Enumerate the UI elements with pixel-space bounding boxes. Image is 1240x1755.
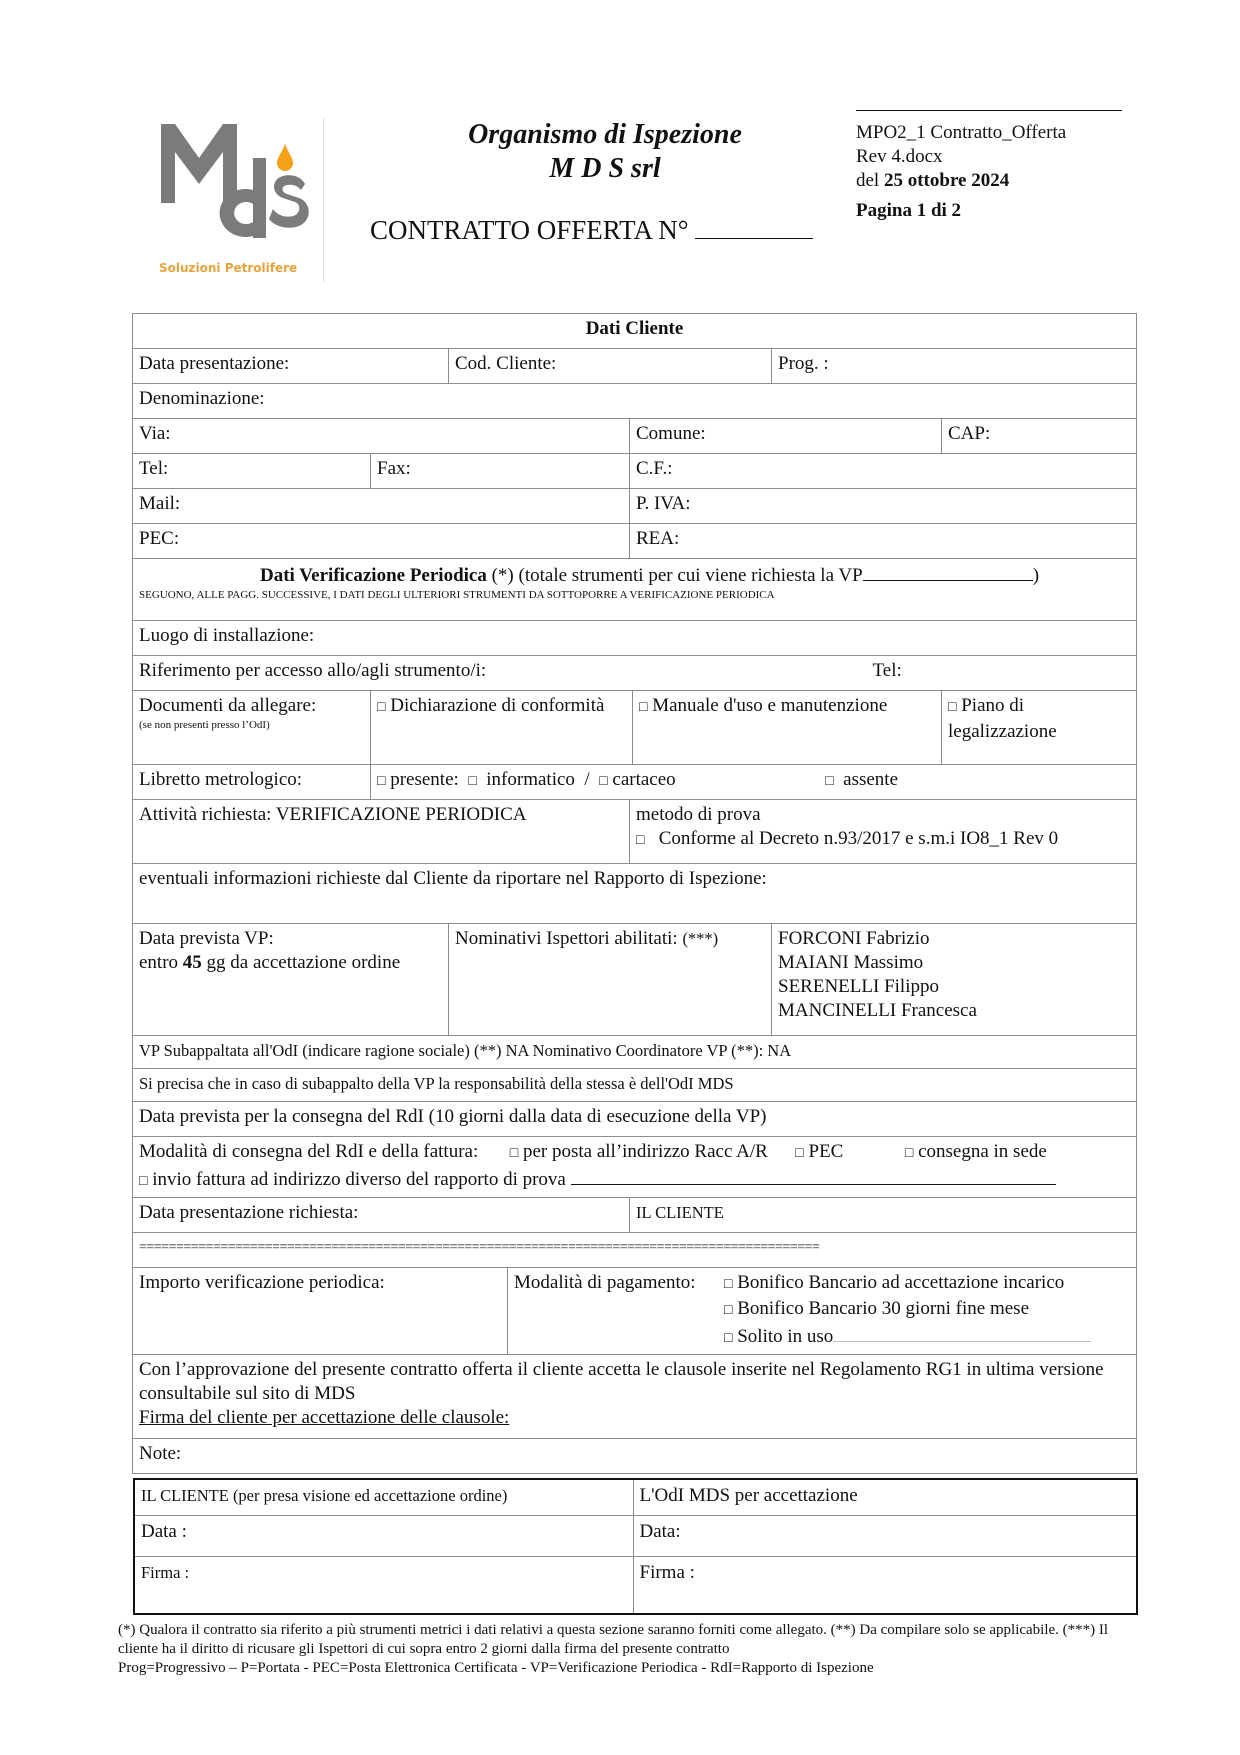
precisa-text: Si precisa che in caso di subappalto della VP la responsabilità della stessa è dell'OdI MDS <box>133 1069 1137 1102</box>
cliente-data-field[interactable]: Data : <box>134 1515 633 1556</box>
doc-date-line: del 25 ottobre 2024 <box>856 170 1010 191</box>
checkbox-icon[interactable]: □ <box>377 774 386 789</box>
ispettore-name: MANCINELLI Francesca <box>778 1000 977 1021</box>
piva-field[interactable]: P. IVA: <box>630 489 1137 524</box>
checkbox-icon[interactable]: □ <box>599 774 608 789</box>
doc-name: MPO2_1 Contratto_Offerta <box>856 122 1067 143</box>
checkbox-icon[interactable]: □ <box>795 1146 804 1161</box>
totale-strumenti-field[interactable] <box>863 562 1033 581</box>
libretto-label: Libretto metrologico: <box>133 765 371 800</box>
page-number: Pagina 1 di 2 <box>856 200 962 221</box>
row-denominazione <box>133 384 1137 419</box>
checkbox-icon[interactable]: □ <box>724 1277 733 1292</box>
cf-field[interactable]: C.F.: <box>630 454 1137 489</box>
approvazione-text: Con l’approvazione del presente contratto offerta il cliente accetta le clausole inserite nel Regolamento RG1 in ultima versione consultabile sul sito di MDS <box>139 1359 1104 1404</box>
contract-number-field[interactable] <box>695 216 813 239</box>
checkbox-icon[interactable]: □ <box>825 774 834 789</box>
note-field[interactable]: Note: <box>133 1439 1137 1474</box>
signature-box <box>133 1478 1138 1615</box>
row-luogo <box>133 621 1137 656</box>
data-richiesta-field[interactable]: Data presentazione richiesta: <box>133 1198 630 1233</box>
cod-cliente-field[interactable]: Cod. Cliente: <box>449 349 772 384</box>
data-prevista-cell: Data prevista VP: entro 45 gg da accettazione ordine <box>133 924 449 1036</box>
row-libretto <box>133 765 1137 800</box>
org-title-line1: Organismo di Ispezione <box>468 119 742 150</box>
rea-field[interactable]: REA: <box>630 524 1137 559</box>
cap-field[interactable]: CAP: <box>942 419 1137 454</box>
checkbox-icon[interactable]: □ <box>377 700 386 715</box>
odi-firma-field[interactable]: Firma : <box>633 1556 1137 1614</box>
giorni-value: 45 <box>182 952 202 973</box>
row-tel-fax-cf <box>133 454 1137 489</box>
contract-form <box>132 313 1137 1474</box>
row-data-ispettori <box>133 924 1137 1036</box>
cliente-firma-field[interactable]: Firma : <box>134 1556 633 1614</box>
row-note <box>133 1439 1137 1474</box>
footnote-abbreviations: Prog=Progressivo – P=Portata - PEC=Posta Elettronica Certificata - VP=Verificazione Periodica - RdI=Rapporto di Ispezione <box>118 1660 874 1676</box>
dati-verifica-title: Dati Verificazione Periodica <box>259 565 487 586</box>
consegna-rdi-field[interactable]: Data prevista per la consegna del RdI (10 giorni dalla data di esecuzione della VP) <box>133 1102 1137 1137</box>
pec-field[interactable]: PEC: <box>133 524 630 559</box>
checkbox-icon[interactable]: □ <box>724 1331 733 1346</box>
doc-revision: Rev 4.docx <box>856 146 943 167</box>
odi-signature-header: L'OdI MDS per accettazione <box>633 1479 1137 1515</box>
contract-title <box>370 215 813 246</box>
tel-field[interactable]: Tel: <box>133 454 371 489</box>
logo-tagline: Soluzioni Petrolifere <box>159 261 298 275</box>
row-approvazione <box>133 1355 1137 1439</box>
checkbox-icon[interactable]: □ <box>636 833 645 848</box>
row-data-codice-prog <box>133 349 1137 384</box>
dati-verifica-header: Dati Verificazione Periodica (*) (totale strumenti per cui viene richiesta la VP ) SEGUONO, ALLE PAGG. SUCCESSIVE, I DATI DEGLI ULTERIORI STRUMENTI DA SOTTOPORRE A VERIFICAZIONE PERIODICA <box>133 559 1137 621</box>
company-logo <box>155 118 324 282</box>
ispettore-name: SERENELLI Filippo <box>778 976 939 997</box>
mds-logo-graphic <box>155 118 315 282</box>
checkbox-icon[interactable]: □ <box>904 1146 914 1161</box>
row-pec-rea <box>133 524 1137 559</box>
subappalto-text: VP Subappaltata all'OdI (indicare ragione sociale) (**) NA Nominativo Coordinatore VP (**): NA <box>133 1036 1137 1069</box>
row-precisa <box>133 1069 1137 1102</box>
checkbox-icon[interactable]: □ <box>139 1174 148 1189</box>
doc-option-piano[interactable]: □ Piano di legalizzazione <box>942 691 1137 765</box>
pagamento-label: Modalità di pagamento: <box>514 1272 696 1293</box>
info-cliente-field[interactable]: eventuali informazioni richieste dal Cliente da riportare nel Rapporto di Ispezione: <box>133 864 1137 924</box>
row-subappalto <box>133 1036 1137 1069</box>
signature-date-row <box>134 1515 1137 1556</box>
signature-firma-row <box>134 1556 1137 1614</box>
ispettori-list <box>772 924 1137 1036</box>
prog-field[interactable]: Prog. : <box>772 349 1137 384</box>
indirizzo-fattura-field[interactable] <box>571 1166 1056 1185</box>
row-separator <box>133 1233 1137 1268</box>
row-documenti <box>133 691 1137 765</box>
checkbox-icon[interactable]: □ <box>948 700 957 715</box>
checkbox-icon[interactable]: □ <box>509 1146 519 1161</box>
pagamento-options: □ Bonifico Bancario ad accettazione incarico □ Bonifico Bancario 30 giorni fine mese □ Solito in uso <box>724 1271 1091 1351</box>
separator-line: ============================================================================================ <box>133 1233 1137 1268</box>
modalita-consegna-cell: Modalità di consegna del RdI e della fattura: □ per posta all’indirizzo Racc A/R □ PEC □ consegna in sede □ invio fattura ad indirizzo diverso del rapporto di prova <box>133 1137 1137 1198</box>
via-field[interactable]: Via: <box>133 419 630 454</box>
ispettore-name: MAIANI Massimo <box>778 952 924 973</box>
solito-in-uso-field[interactable] <box>833 1323 1091 1342</box>
metodo-prova-label: metodo di prova <box>636 804 761 825</box>
attivita-richiesta: Attività richiesta: VERIFICAZIONE PERIODICA <box>133 800 630 864</box>
row-importo-pagamento <box>133 1268 1137 1355</box>
checkbox-icon[interactable]: □ <box>639 700 648 715</box>
row-modalita-consegna <box>133 1137 1137 1198</box>
il-cliente-label: IL CLIENTE <box>630 1198 1137 1233</box>
org-title-line2: M D S srl <box>549 153 661 184</box>
verifica-header-row <box>133 559 1137 621</box>
metodo-prova-cell: metodo di prova □ Conforme al Decreto n.93/2017 e s.m.i IO8_1 Rev 0 <box>630 800 1137 864</box>
checkbox-icon[interactable]: □ <box>724 1303 733 1318</box>
ispettore-name: FORCONI Fabrizio <box>778 928 930 949</box>
documenti-label-cell: Documenti da allegare: (se non presenti presso l’OdI) <box>133 691 371 765</box>
cliente-signature-header: IL CLIENTE (per presa visione ed accettazione ordine) <box>134 1479 633 1515</box>
doc-option-dichiarazione[interactable]: □ Dichiarazione di conformità <box>371 691 633 765</box>
footnote-main: (*) Qualora il contratto sia riferito a più strumenti metrici i dati relativi a questa sezione saranno forniti come allegato. (**) Da compilare solo se applicabile. (***) Il cliente ha il diritto di ricusare gli Ispettori di cui sopra entro 2 giorni dalla firma del presente contratto <box>118 1622 1109 1657</box>
doc-date: 25 ottobre 2024 <box>883 170 1010 191</box>
checkbox-icon[interactable]: □ <box>468 774 477 789</box>
row-riferimento <box>133 656 1137 691</box>
luogo-installazione-field[interactable]: Luogo di installazione: <box>133 621 1137 656</box>
data-presentazione-field[interactable]: Data presentazione: <box>133 349 449 384</box>
row-data-richiesta <box>133 1198 1137 1233</box>
approvazione-cell <box>133 1355 1137 1439</box>
row-info-cliente <box>133 864 1137 924</box>
libretto-options: □ presente: □ informatico / □ cartaceo □ assente <box>371 765 1137 800</box>
riferimento-accesso-field[interactable]: Riferimento per accesso allo/agli strumento/i: Tel: <box>133 656 1137 691</box>
dati-verifica-note: (*) (totale strumenti per cui viene richiesta la VP <box>491 565 863 586</box>
comune-field[interactable]: Comune: <box>630 419 942 454</box>
row-consegna-rdi <box>133 1102 1137 1137</box>
denominazione-field[interactable]: Denominazione: <box>133 384 1137 419</box>
ispettori-label-cell: Nominativi Ispettori abilitati: (***) <box>449 924 772 1036</box>
doc-option-manuale[interactable]: □ Manuale d'uso e manutenzione <box>633 691 942 765</box>
pagamento-cell <box>508 1268 1137 1355</box>
organization-title <box>395 118 815 186</box>
mail-field[interactable]: Mail: <box>133 489 630 524</box>
contract-title-text: CONTRATTO OFFERTA N° <box>370 215 689 245</box>
cliente-header-row <box>133 314 1137 349</box>
odi-data-field[interactable]: Data: <box>633 1515 1137 1556</box>
seguono-note: SEGUONO, ALLE PAGG. SUCCESSIVE, I DATI DEGLI ULTERIORI STRUMENTI DA SOTTOPORRE A VERIFICAZIONE PERIODICA <box>139 589 775 601</box>
row-via-comune-cap <box>133 419 1137 454</box>
importo-field[interactable]: Importo verificazione periodica: <box>133 1268 508 1355</box>
row-mail-piva <box>133 489 1137 524</box>
riferimento-tel-label: Tel: <box>872 660 902 681</box>
row-attivita-metodo <box>133 800 1137 864</box>
document-reference <box>856 110 1122 223</box>
fax-field[interactable]: Fax: <box>371 454 630 489</box>
dati-cliente-title: Dati Cliente <box>133 314 1137 349</box>
firma-clausole-label: Firma del cliente per accettazione delle clausole: <box>139 1407 510 1428</box>
signature-head-row <box>134 1479 1137 1515</box>
footnotes <box>118 1621 1128 1678</box>
